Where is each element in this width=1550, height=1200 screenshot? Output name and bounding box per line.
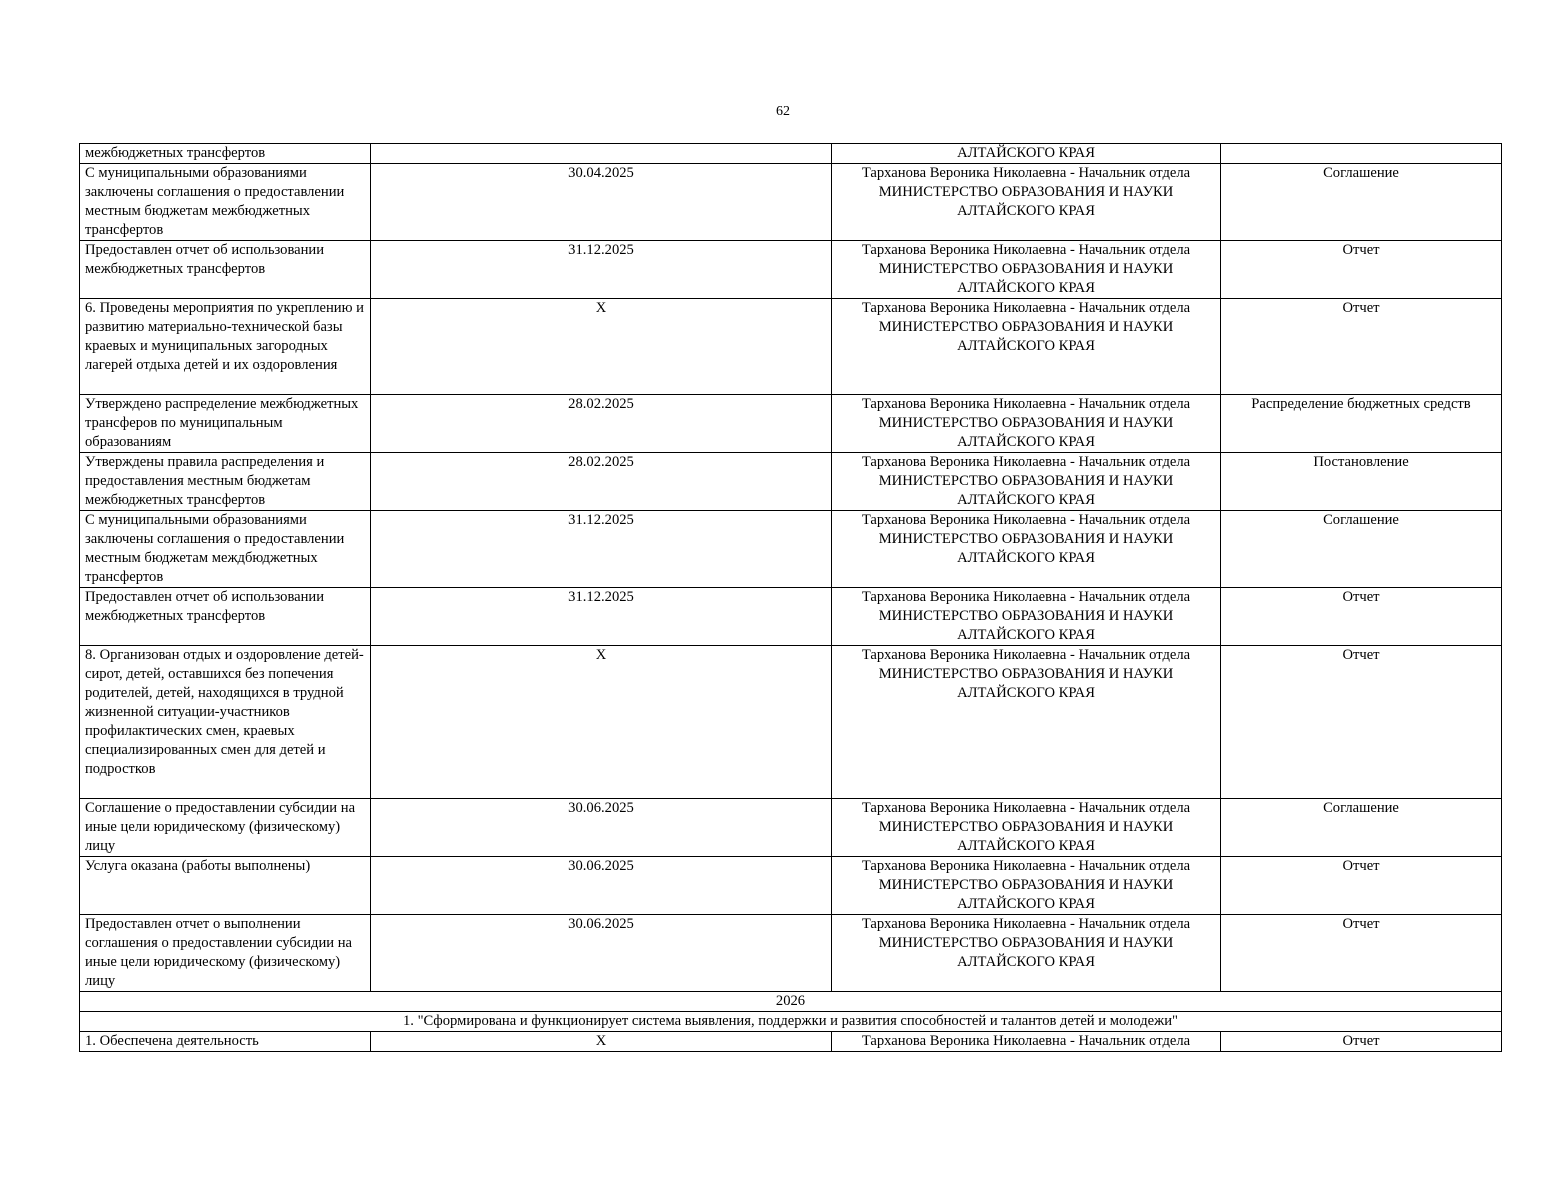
document-cell: Соглашение — [1221, 164, 1502, 241]
date-cell: 28.02.2025 — [371, 453, 832, 511]
table-row — [80, 915, 1502, 992]
document-cell: Соглашение — [1221, 799, 1502, 857]
year-row — [80, 992, 1502, 1012]
date-cell: 28.02.2025 — [371, 395, 832, 453]
responsible-cell: Тарханова Вероника Николаевна - Начальник отдела МИНИСТЕРСТВО ОБРАЗОВАНИЯ И НАУКИ АЛТАЙСКОГО КРАЯ — [832, 241, 1221, 299]
date-cell: 31.12.2025 — [371, 588, 832, 646]
table-row — [80, 299, 1502, 395]
date-cell: X — [371, 646, 832, 799]
responsible-cell: Тарханова Вероника Николаевна - Начальник отдела МИНИСТЕРСТВО ОБРАЗОВАНИЯ И НАУКИ АЛТАЙСКОГО КРАЯ — [832, 164, 1221, 241]
table-row — [80, 144, 1502, 164]
responsible-cell: Тарханова Вероника Николаевна - Начальник отдела МИНИСТЕРСТВО ОБРАЗОВАНИЯ И НАУКИ АЛТАЙСКОГО КРАЯ — [832, 857, 1221, 915]
event-cell: 6. Проведены мероприятия по укреплению и развитию материально-технической базы краевых и муниципальных загородных лагерей отдыха детей и их оздоровления — [80, 299, 371, 395]
responsible-cell: Тарханова Вероника Николаевна - Начальник отдела МИНИСТЕРСТВО ОБРАЗОВАНИЯ И НАУКИ АЛТАЙСКОГО КРАЯ — [832, 915, 1221, 992]
event-cell: 8. Организован отдых и оздоровление детей-сирот, детей, оставшихся без попечения родителей, детей, находящихся в трудной жизненной ситуации-участников профилактических смен, краевых специализированных смен для детей и подростков — [80, 646, 371, 799]
document-cell: Отчет — [1221, 915, 1502, 992]
responsible-cell: Тарханова Вероника Николаевна - Начальник отдела МИНИСТЕРСТВО ОБРАЗОВАНИЯ И НАУКИ АЛТАЙСКОГО КРАЯ — [832, 799, 1221, 857]
table-row — [80, 241, 1502, 299]
event-cell: Предоставлен отчет о выполнении соглашения о предоставлении субсидии на иные цели юридическому (физическому) лицу — [80, 915, 371, 992]
event-cell: С муниципальными образованиями заключены соглашения о предоставлении местным бюджетам межбюджетных трансфертов — [80, 164, 371, 241]
event-cell: Соглашение о предоставлении субсидии на иные цели юридическому (физическому) лицу — [80, 799, 371, 857]
document-cell: Отчет — [1221, 857, 1502, 915]
document-cell: Распределение бюджетных средств — [1221, 395, 1502, 453]
document-cell: Отчет — [1221, 299, 1502, 395]
date-cell: 30.04.2025 — [371, 164, 832, 241]
document-cell: Соглашение — [1221, 511, 1502, 588]
event-cell: Предоставлен отчет об использовании межбюджетных трансфертов — [80, 588, 371, 646]
page-number: 62 — [776, 104, 790, 119]
responsible-cell: Тарханова Вероника Николаевна - Начальник отдела — [832, 1032, 1221, 1052]
date-cell: X — [371, 299, 832, 395]
section-cell: 1. "Сформирована и функционирует система выявления, поддержки и развития способностей и талантов детей и молодежи" — [80, 1012, 1502, 1032]
document-cell: Отчет — [1221, 1032, 1502, 1052]
table-row — [80, 857, 1502, 915]
responsible-cell: Тарханова Вероника Николаевна - Начальник отдела МИНИСТЕРСТВО ОБРАЗОВАНИЯ И НАУКИ АЛТАЙСКОГО КРАЯ — [832, 646, 1221, 799]
table-row — [80, 588, 1502, 646]
year-cell: 2026 — [80, 992, 1502, 1012]
document-cell: Постановление — [1221, 453, 1502, 511]
document-cell — [1221, 144, 1502, 164]
event-cell: С муниципальными образованиями заключены соглашения о предоставлении местным бюджетам междбюджетных трансфертов — [80, 511, 371, 588]
date-cell: 30.06.2025 — [371, 915, 832, 992]
date-cell — [371, 144, 832, 164]
responsible-cell: Тарханова Вероника Николаевна - Начальник отдела МИНИСТЕРСТВО ОБРАЗОВАНИЯ И НАУКИ АЛТАЙСКОГО КРАЯ — [832, 395, 1221, 453]
event-cell: Услуга оказана (работы выполнены) — [80, 857, 371, 915]
table-row — [80, 453, 1502, 511]
table-row — [80, 799, 1502, 857]
document-cell: Отчет — [1221, 646, 1502, 799]
event-cell: Утверждено распределение межбюджетных трансферов по муниципальным образованиям — [80, 395, 371, 453]
responsible-cell: Тарханова Вероника Николаевна - Начальник отдела МИНИСТЕРСТВО ОБРАЗОВАНИЯ И НАУКИ АЛТАЙСКОГО КРАЯ — [832, 453, 1221, 511]
responsible-cell: АЛТАЙСКОГО КРАЯ — [832, 144, 1221, 164]
date-cell: 30.06.2025 — [371, 857, 832, 915]
document-cell: Отчет — [1221, 241, 1502, 299]
table-row — [80, 511, 1502, 588]
responsible-cell: Тарханова Вероника Николаевна - Начальник отдела МИНИСТЕРСТВО ОБРАЗОВАНИЯ И НАУКИ АЛТАЙСКОГО КРАЯ — [832, 588, 1221, 646]
table-row — [80, 1032, 1502, 1052]
event-cell: 1. Обеспечена деятельность — [80, 1032, 371, 1052]
date-cell: X — [371, 1032, 832, 1052]
section-row — [80, 1012, 1502, 1032]
event-cell: Утверждены правила распределения и предоставления местным бюджетам межбюджетных трансфертов — [80, 453, 371, 511]
table-row — [80, 164, 1502, 241]
responsible-cell: Тарханова Вероника Николаевна - Начальник отдела МИНИСТЕРСТВО ОБРАЗОВАНИЯ И НАУКИ АЛТАЙСКОГО КРАЯ — [832, 299, 1221, 395]
event-cell: Предоставлен отчет об использовании межбюджетных трансфертов — [80, 241, 371, 299]
table-row — [80, 646, 1502, 799]
date-cell: 31.12.2025 — [371, 511, 832, 588]
date-cell: 31.12.2025 — [371, 241, 832, 299]
date-cell: 30.06.2025 — [371, 799, 832, 857]
event-cell: межбюджетных трансфертов — [80, 144, 371, 164]
plan-table — [79, 143, 1502, 1052]
responsible-cell: Тарханова Вероника Николаевна - Начальник отдела МИНИСТЕРСТВО ОБРАЗОВАНИЯ И НАУКИ АЛТАЙСКОГО КРАЯ — [832, 511, 1221, 588]
table-row — [80, 395, 1502, 453]
document-cell: Отчет — [1221, 588, 1502, 646]
